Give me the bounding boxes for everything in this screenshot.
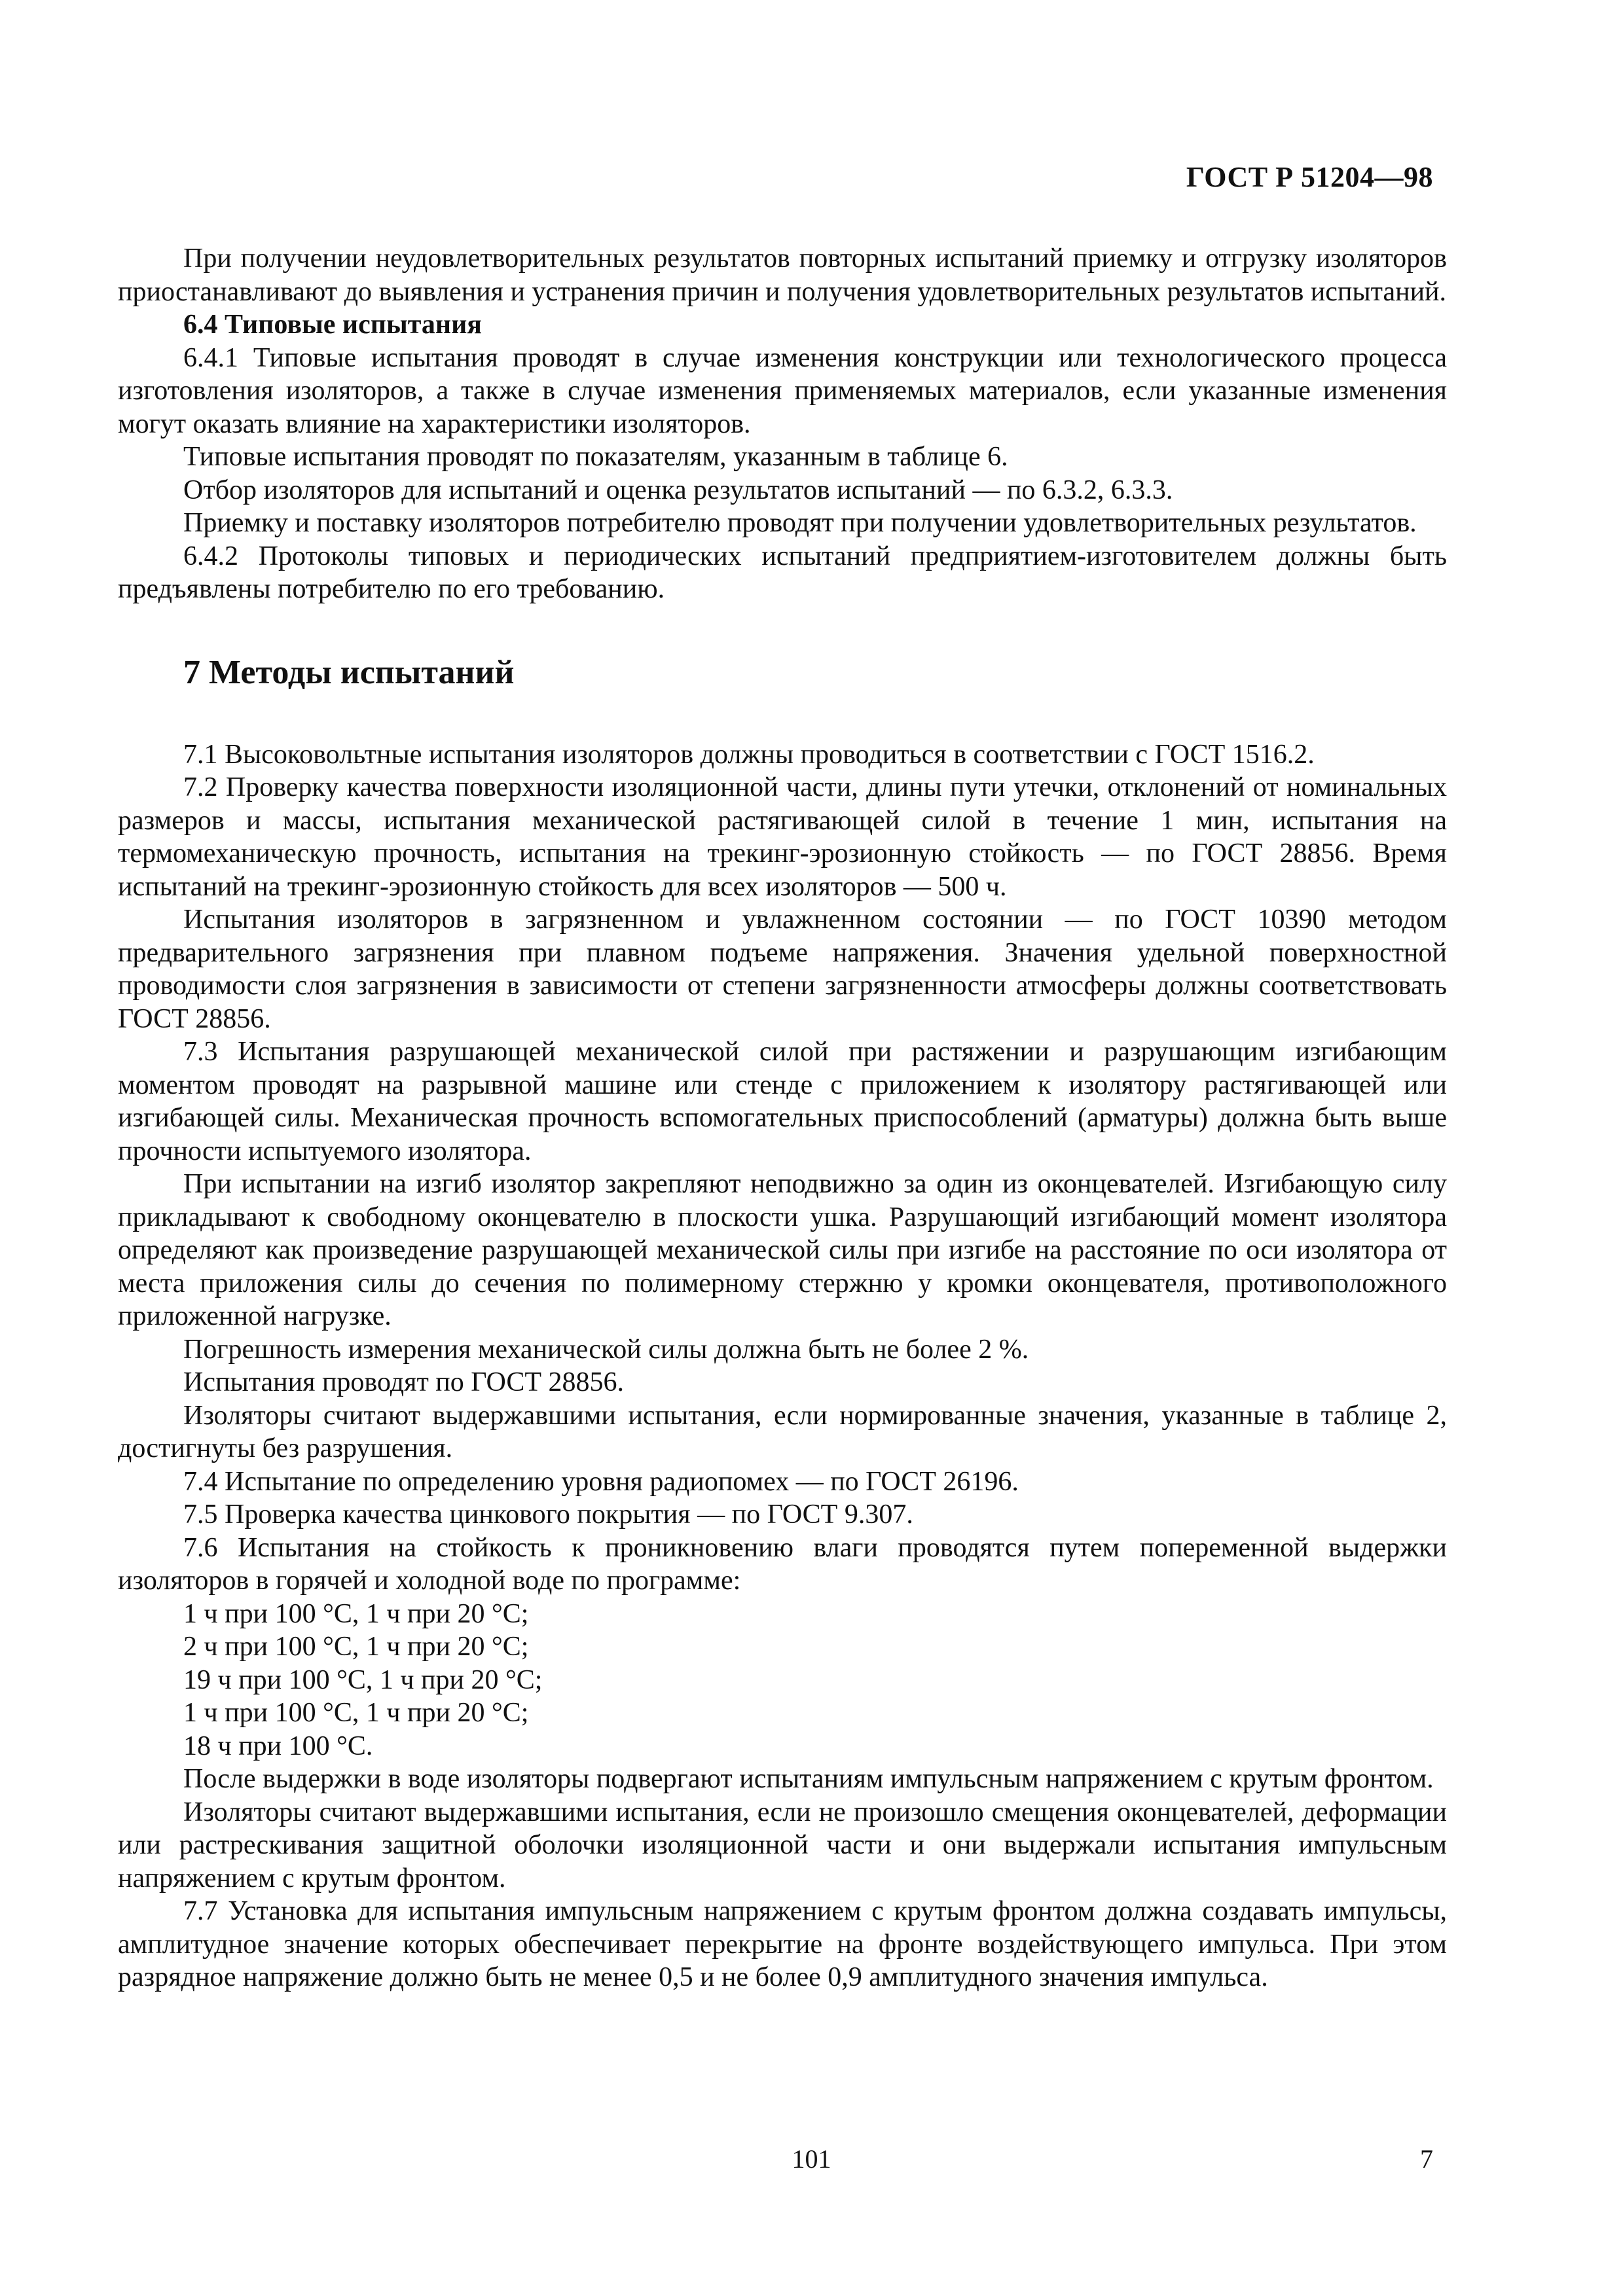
- paragraph-7-1: 7.1 Высоковольтные испытания изоляторов должны проводиться в соответствии с ГОСТ 1516.2.: [183, 739, 1315, 770]
- paragraph-7-6: 7.6 Испытания на стойкость к проникновению влаги проводятся путем попеременной выдержки изоляторов в горячей и холодной воде по программе:: [118, 1532, 1447, 1596]
- paragraph-7-3: 7.3 Испытания разрушающей механической силой при растяжении и разрушающим изгибающим моментом проводят на разрывной машине или стенде с приложением к изолятору растягивающей или изгибающей силы. Механическая прочность вспомогательных приспособлений (арматуры) должна быть выше прочности испытуемого изолятора.: [118, 1037, 1447, 1166]
- paragraph-7-5: 7.5 Проверка качества цинкового покрытия — по ГОСТ 9.307.: [183, 1499, 913, 1530]
- page-number: 7: [1420, 2144, 1433, 2174]
- paragraph-7-7: 7.7 Установка для испытания импульсным напряжением с крутым фронтом должна создавать импульсы, амплитудное значение которых обеспечивает перекрытие на фронте воздействующего импульса. При этом разрядное напряжение должно быть не менее 0,5 и не более 0,9 амплитудного значения импульса.: [118, 1896, 1447, 1992]
- paragraph: Приемку и поставку изоляторов потребителю проводят при получении удовлетворительных результатов.: [183, 508, 1417, 538]
- subsection-title-6-4: 6.4 Типовые испытания: [183, 310, 483, 340]
- program-item: 1 ч при 100 °С, 1 ч при 20 °С;: [183, 1598, 529, 1629]
- program-item: 2 ч при 100 °С, 1 ч при 20 °С;: [183, 1632, 529, 1662]
- paragraph: Погрешность измерения механической силы должна быть не более 2 %.: [183, 1334, 1029, 1365]
- paragraph: Отбор изоляторов для испытаний и оценка результатов испытаний — по 6.3.2, 6.3.3.: [183, 475, 1173, 505]
- footer-sheet-number: 101: [792, 2144, 831, 2174]
- paragraph: Изоляторы считают выдержавшими испытания, если нормированные значения, указанные в таблице 2, достигнуты без разрушения.: [118, 1400, 1447, 1463]
- paragraph: Испытания проводят по ГОСТ 28856.: [183, 1367, 625, 1397]
- paragraph-7-2: 7.2 Проверку качества поверхности изоляционной части, длины пути утечки, отклонений от номинальных размеров и массы, испытания механической растягивающей силой в течение 1 мин, испытания на термомеханическую прочность, испытания на трекинг-эрозионную стойкость — по ГОСТ 28856. Время испытаний на трекинг-эрозионную стойкость для всех изоляторов — 500 ч.: [118, 772, 1447, 902]
- paragraph: При испытании на изгиб изолятор закрепляют неподвижно за один из оконцевателей. Изгибающую силу прикладывают к свободному оконцевателю в плоскости ушка. Разрушающий изгибающий момент изолятора определяют как произведение разрушающей механической силы при изгибе на расстояние по оси изолятора от места приложения силы до сечения по полимерному стержню у кромки оконцевателя, противоположного приложенной нагрузке.: [118, 1169, 1447, 1331]
- paragraph: Изоляторы считают выдержавшими испытания, если не произошло смещения оконцевателей, деформации или растрескивания защитной оболочки изоляционной части и они выдержали испытания импульсным напряжением с крутым фронтом.: [118, 1797, 1447, 1893]
- document-code: ГОСТ Р 51204—98: [1186, 161, 1433, 193]
- paragraph: После выдержки в воде изоляторы подвергают испытаниям импульсным напряжением с крутым фронтом.: [183, 1764, 1434, 1794]
- program-item: 18 ч при 100 °С.: [183, 1731, 373, 1761]
- paragraph: Испытания изоляторов в загрязненном и увлажненном состоянии — по ГОСТ 10390 методом предварительного загрязнения при плавном подъеме напряжения. Значения удельной поверхностной проводимости слоя загрязнения в зависимости от степени загрязненности атмосферы должны соответствовать ГОСТ 28856.: [118, 905, 1447, 1034]
- paragraph-6-4-2: 6.4.2 Протоколы типовых и периодических испытаний предприятием-изготовителем должны быть предъявлены потребителю по его требованию.: [118, 541, 1447, 604]
- paragraph: При получении неудовлетворительных результатов повторных испытаний приемку и отгрузку изоляторов приостанавливают до выявления и устранения причин и получения удовлетворительных результатов испытаний.: [118, 243, 1447, 307]
- paragraph-7-4: 7.4 Испытание по определению уровня радиопомех — по ГОСТ 26196.: [183, 1466, 1019, 1497]
- paragraph: Типовые испытания проводят по показателям, указанным в таблице 6.: [183, 442, 1008, 472]
- section-title-7: 7 Методы испытаний: [183, 653, 515, 691]
- paragraph-6-4-1: 6.4.1 Типовые испытания проводят в случае изменения конструкции или технологического процесса изготовления изоляторов, а также в случае изменения применяемых материалов, если указанные изменения могут оказать влияние на характеристики изоляторов.: [118, 342, 1447, 439]
- document-body: [118, 242, 1447, 1994]
- program-item: 1 ч при 100 °С, 1 ч при 20 °С;: [183, 1698, 529, 1728]
- program-item: 19 ч при 100 °С, 1 ч при 20 °С;: [183, 1664, 543, 1695]
